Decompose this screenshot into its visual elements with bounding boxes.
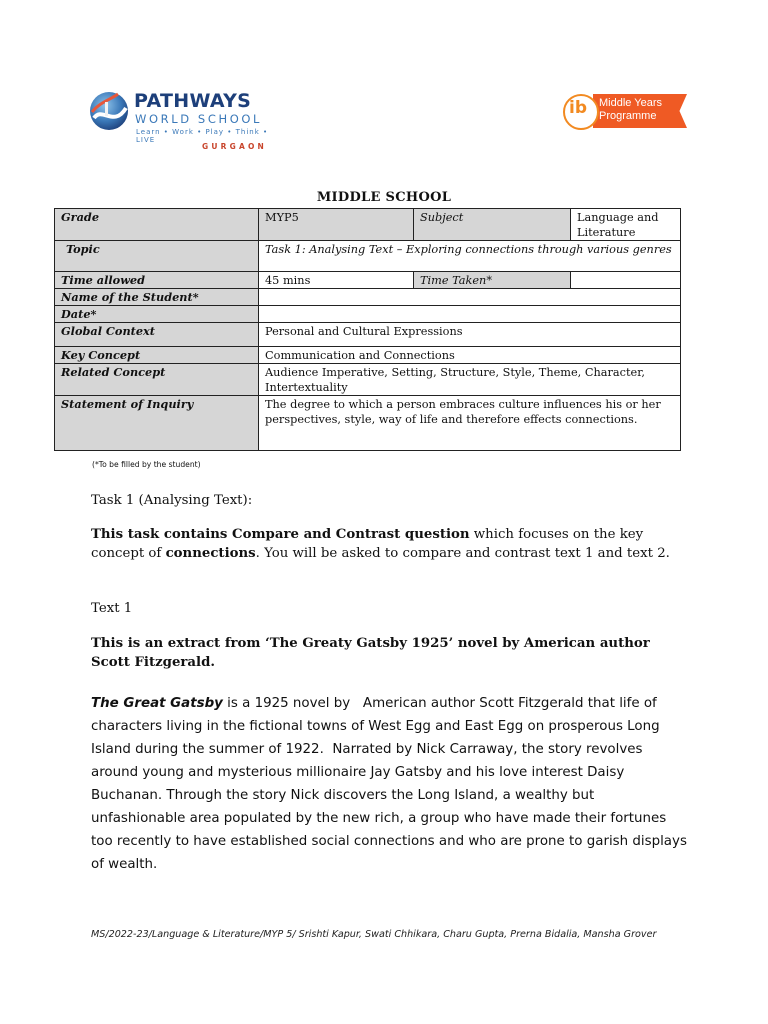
text1-heading: Text 1 [91,601,133,616]
myp-line2: Programme [599,110,657,122]
student-name-label: Name of the Student* [55,289,259,306]
task-desc-bold1: This task contains Compare and Contrast question [91,527,470,542]
subject-value: Language and Literature [571,209,681,241]
soi-value: The degree to which a person embraces culture influences his or her perspectives, style, way of life and therefore effects connections. [259,396,681,451]
table-row [55,306,681,323]
myp-banner-text [599,97,662,123]
global-context-value: Personal and Cultural Expressions [259,323,681,347]
task-heading: Task 1 (Analysing Text): [91,493,253,508]
page-footer: MS/2022-23/Language & Literature/MYP 5/ Srishti Kapur, Swati Chhikara, Charu Gupta, Prerna Bidalia, Mansha Grover [91,929,657,940]
topic-value: Task 1: Analysing Text – Exploring connections through various genres [259,241,681,272]
table-row [55,364,681,396]
globe-icon [88,88,130,134]
time-allowed-value: 45 mins [259,272,414,289]
time-allowed-label: Time allowed [55,272,259,289]
date-label: Date* [55,306,259,323]
myp-line1: Middle Years [599,97,662,109]
logo-tagline: Learn • Work • Play • Think • LIVE [136,128,269,144]
ib-myp-logo [563,94,687,134]
page-title: MIDDLE SCHOOL [316,190,452,205]
date-field[interactable] [259,306,681,323]
task-desc-text1: which focuses on the key concept of [91,527,644,561]
subject-label: Subject [414,209,571,241]
time-taken-field[interactable] [571,272,681,289]
table-row [55,289,681,306]
summary-paragraph [91,692,691,876]
related-concept-value: Audience Imperative, Setting, Structure, Style, Theme, Character, Intertextuality [259,364,681,396]
key-concept-label: Key Concept [55,347,259,364]
table-row [55,241,681,272]
table-row [55,209,681,241]
logo-brand-text: PATHWAYS [134,90,252,112]
book-title: The Great Gatsby [91,696,223,711]
pathways-logo [88,86,288,156]
student-name-field[interactable] [259,289,681,306]
topic-label: Topic [55,241,259,272]
table-row [55,347,681,364]
fill-note: (*To be filled by the student) [92,460,201,469]
task-desc-text2: . You will be asked to compare and contrast text 1 and text 2. [255,546,670,561]
task-description [91,525,691,563]
summary-text: is a 1925 novel by American author Scott Fitzgerald that life of characters living in the fictional towns of West Egg and East Egg on prosperous Long Island during the summer of 1922. Narrated by Nick Carraway, the story revolves around young and mysterious millionaire Jay Gatsby and his love interest Daisy Buchanan. Through the story Nick discovers the Long Island, a wealthy but unfashionable area populated by the new rich, a group who have made their fortunes too recently to have established social connections and who are prone to garish displays of wealth. [91,696,687,872]
extract-intro: This is an extract from ‘The Greaty Gatsby 1925’ novel by American author Scott Fitzgerald. [91,636,650,670]
table-row [55,323,681,347]
logo-school-text: WORLD SCHOOL [135,112,263,126]
table-row [55,396,681,451]
task-desc-bold2: connections [165,546,256,561]
related-concept-label: Related Concept [55,364,259,396]
table-row [55,272,681,289]
global-context-label: Global Context [55,323,259,347]
grade-label: Grade [55,209,259,241]
soi-label: Statement of Inquiry [55,396,259,451]
info-table [54,208,681,451]
grade-value: MYP5 [259,209,414,241]
ib-mark: ib [569,98,587,118]
time-taken-label: Time Taken* [414,272,571,289]
key-concept-value: Communication and Connections [259,347,681,364]
logo-city: GURGAON [202,142,268,151]
